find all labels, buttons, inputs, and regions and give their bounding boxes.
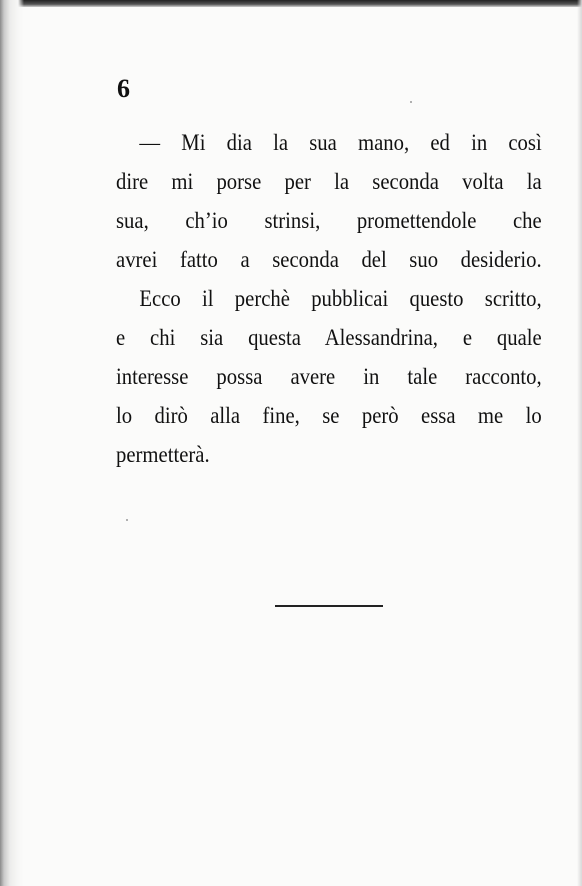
text-line: — Mi dia la sua mano, ed in così <box>139 130 542 155</box>
text-line: dire mi porse per la seconda volta la <box>116 169 542 194</box>
text-line: Ecco il perchè pubblicai questo scritto, <box>139 286 542 311</box>
page-number: 6 <box>117 74 130 103</box>
text-line: permetterà. <box>116 442 210 467</box>
text-line: e chi sia questa Alessandrina, e quale <box>116 325 542 350</box>
section-end-rule <box>275 605 383 607</box>
body-text <box>116 123 542 474</box>
page-binding-edge <box>0 0 24 886</box>
print-speck <box>126 519 128 521</box>
text-line: interesse possa avere in tale racconto, <box>116 364 542 389</box>
text-line: sua, ch’io strinsi, promettendole che <box>116 208 542 233</box>
page-top-edge <box>0 0 582 7</box>
page-right-edge <box>577 0 582 886</box>
paragraph-1 <box>116 123 542 279</box>
text-line: avrei fatto a seconda del suo desiderio. <box>116 247 542 272</box>
print-speck <box>410 101 412 103</box>
text-line: lo dirò alla fine, se però essa me lo <box>116 403 542 428</box>
paragraph-2 <box>116 279 542 474</box>
